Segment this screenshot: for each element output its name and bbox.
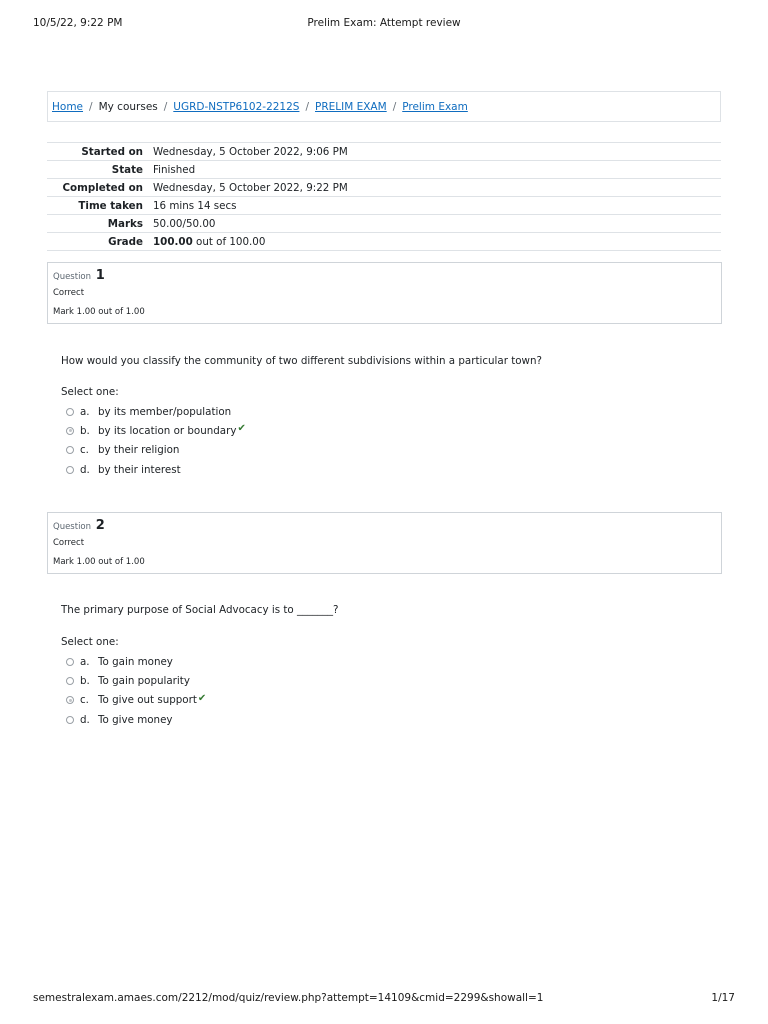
answer-option-b[interactable] [66, 671, 466, 690]
breadcrumb-separator: / [163, 100, 168, 113]
answer-letter: c. [80, 444, 89, 457]
question-number [53, 268, 105, 283]
answer-option-a[interactable] [66, 402, 466, 421]
correct-check-icon: ✔ [197, 692, 207, 704]
summary-row-completed [47, 179, 721, 197]
summary-label: Grade [47, 233, 149, 251]
radio-button-selected[interactable] [66, 696, 74, 704]
breadcrumb-section-link[interactable]: PRELIM EXAM [315, 100, 387, 113]
breadcrumb-separator: / [305, 100, 309, 113]
question-state: Correct [53, 538, 85, 548]
correct-check-icon: ✔ [237, 423, 246, 435]
answer-letter: a. [80, 655, 90, 668]
answer-text: by its location or boundary [98, 424, 237, 437]
summary-row-time-taken [47, 197, 721, 215]
answer-letter: b. [80, 674, 90, 687]
question-text: How would you classify the community of two different subdivisions within a particular town? [61, 355, 542, 367]
answer-list [66, 402, 466, 479]
summary-label: State [47, 161, 149, 179]
breadcrumb-home-link[interactable]: Home [52, 100, 84, 113]
summary-value: 50.00/50.00 [149, 215, 721, 233]
answer-text: To gain popularity [98, 674, 190, 687]
summary-value: Wednesday, 5 October 2022, 9:06 PM [149, 143, 721, 161]
print-page-title: Prelim Exam: Attempt review [307, 17, 461, 29]
answer-letter: d. [80, 713, 90, 726]
answer-option-a[interactable] [66, 652, 466, 671]
answer-text: To gain money [98, 655, 173, 668]
question-mark: Mark 1.00 out of 1.00 [53, 307, 145, 317]
page-counter: 1/17 [711, 992, 735, 1004]
answer-text: by their interest [98, 463, 181, 476]
answer-option-c[interactable] [66, 441, 466, 460]
radio-button[interactable] [66, 446, 74, 454]
answer-option-d[interactable] [66, 710, 466, 729]
breadcrumb-separator: / [89, 100, 93, 113]
summary-row-marks [47, 215, 721, 233]
question-label: Question [53, 522, 92, 532]
answer-letter: b. [80, 424, 90, 437]
answer-list [66, 652, 466, 729]
grade-out-of: out of 100.00 [192, 235, 266, 248]
breadcrumb [47, 91, 721, 122]
answer-text: by its member/population [98, 405, 232, 418]
question-state: Correct [53, 288, 85, 298]
breadcrumb-my-courses: My courses [98, 100, 158, 113]
radio-button[interactable] [66, 658, 74, 666]
question-mark: Mark 1.00 out of 1.00 [53, 557, 145, 567]
summary-value: Finished [149, 161, 721, 179]
select-one-prompt: Select one: [61, 386, 119, 398]
question-number-value: 2 [95, 518, 105, 533]
print-header [0, 17, 768, 33]
radio-button-selected[interactable] [66, 427, 74, 435]
question-number-value: 1 [95, 268, 105, 283]
question-text: The primary purpose of Social Advocacy is to _______? [61, 604, 339, 616]
radio-button[interactable] [66, 716, 74, 724]
question-number [53, 518, 105, 533]
answer-text: by their religion [98, 444, 180, 457]
breadcrumb-activity-link[interactable]: Prelim Exam [402, 100, 468, 113]
breadcrumb-course-link[interactable]: UGRD-NSTP6102-2212S [173, 100, 300, 113]
summary-label: Marks [47, 215, 149, 233]
grade-score: 100.00 [153, 235, 193, 248]
answer-letter: d. [80, 463, 90, 476]
breadcrumb-separator: / [392, 100, 397, 113]
select-one-prompt: Select one: [61, 636, 119, 648]
answer-option-d[interactable] [66, 460, 466, 479]
summary-label: Time taken [47, 197, 149, 215]
print-url: semestralexam.amaes.com/2212/mod/quiz/review.php?attempt=14109&cmid=2299&showall=1 [33, 992, 544, 1004]
answer-text: To give money [98, 713, 173, 726]
summary-value [149, 233, 721, 251]
summary-label: Completed on [47, 179, 149, 197]
question-label: Question [53, 272, 92, 282]
answer-option-c[interactable] [66, 691, 466, 710]
answer-text: To give out support [98, 694, 197, 707]
answer-letter: c. [80, 694, 89, 707]
question-info-box [47, 262, 722, 324]
question-info-box [47, 512, 722, 574]
summary-value: Wednesday, 5 October 2022, 9:22 PM [149, 179, 721, 197]
radio-button[interactable] [66, 408, 74, 416]
summary-row-state [47, 161, 721, 179]
attempt-summary-table [47, 142, 721, 251]
summary-value: 16 mins 14 secs [149, 197, 721, 215]
summary-label: Started on [47, 143, 149, 161]
radio-button[interactable] [66, 466, 74, 474]
answer-option-b[interactable] [66, 421, 466, 440]
answer-letter: a. [80, 405, 90, 418]
radio-button[interactable] [66, 677, 74, 685]
summary-row-grade [47, 233, 721, 251]
summary-row-started [47, 143, 721, 161]
print-datetime: 10/5/22, 9:22 PM [33, 17, 123, 29]
